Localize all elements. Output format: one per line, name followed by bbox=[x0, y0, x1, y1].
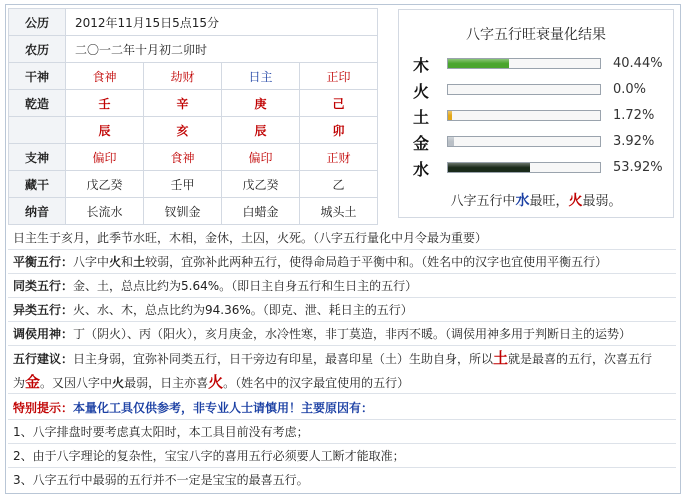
label-qianshen: 干神 bbox=[9, 63, 66, 90]
tip-label: 特别提示： bbox=[13, 401, 74, 415]
tip-item-3: 3、八字五行中最弱的五行并不一定是宝宝的最喜五行。 bbox=[13, 473, 309, 487]
line-label: 五行建议： bbox=[13, 352, 74, 366]
element-label: 金 bbox=[413, 134, 430, 153]
line-label: 平衡五行： bbox=[13, 255, 74, 269]
analysis-intro: 日主生于亥月，此季节水旺，木相，金休，土囚，火死。（八字五行量化中月令最为重要） bbox=[8, 227, 676, 250]
progress-bar bbox=[447, 110, 601, 121]
label-nayin: 纳音 bbox=[9, 198, 66, 225]
row-nayin bbox=[9, 198, 378, 225]
element-label: 土 bbox=[413, 108, 430, 127]
line-text: 火、水、木，总点比约为94.36%。（即克、泄、耗日主的五行） bbox=[73, 303, 413, 317]
canggan-day: 戊乙癸 bbox=[222, 171, 300, 198]
summary-weakest: 火 bbox=[568, 193, 583, 209]
tip-text: 本量化工具仅供参考，非专业人士请慎用！主要原因有： bbox=[73, 401, 374, 415]
gan-day: 庚 bbox=[222, 90, 300, 117]
line-text: 最弱，日主亦喜 bbox=[124, 376, 209, 390]
row-qianshen bbox=[9, 63, 378, 90]
label-qianzao: 乾造 bbox=[9, 90, 66, 117]
progress-fill bbox=[448, 111, 452, 120]
zhishen-year: 偏印 bbox=[66, 144, 144, 171]
label-empty bbox=[9, 117, 66, 144]
analysis-suggest bbox=[8, 347, 676, 370]
line-text: 。又因八字中 bbox=[40, 376, 113, 390]
line-text: 较弱，宜弥补此两种五行，使得命局趋于平衡中和。（姓名中的汉字也宜使用平衡五行） bbox=[145, 255, 608, 269]
progress-fill bbox=[448, 163, 530, 172]
element-label: 火 bbox=[413, 82, 430, 101]
highlight-element: 土 bbox=[133, 255, 146, 269]
value-gongli: 2012年11月15日5点15分 bbox=[66, 9, 378, 36]
row-gongli bbox=[9, 9, 378, 36]
analysis-suggest-cont bbox=[8, 371, 676, 394]
zhishen-day: 偏印 bbox=[222, 144, 300, 171]
line-text: 丁（阴火）、丙（阳火），亥月庚金，水冷性寒，非丁莫造，非丙不暖。（调侯用神多用于判断日主的运势） bbox=[73, 327, 632, 341]
summary-strongest: 水 bbox=[515, 193, 530, 209]
nayin-year: 长流水 bbox=[66, 198, 144, 225]
progress-bar bbox=[447, 84, 601, 95]
summary-text: 八字五行中 bbox=[450, 194, 516, 209]
element-label: 木 bbox=[413, 56, 430, 75]
zhi-year: 辰 bbox=[66, 117, 144, 144]
zhi-day: 辰 bbox=[222, 117, 300, 144]
qianshen-day: 日主 bbox=[222, 63, 300, 90]
percent-value: 0.0% bbox=[613, 82, 647, 97]
percent-value: 53.92% bbox=[613, 160, 663, 175]
line-label: 调侯用神： bbox=[13, 327, 74, 341]
line-text: 。（姓名中的汉字最宜使用的五行） bbox=[223, 376, 410, 390]
gan-hour: 己 bbox=[300, 90, 378, 117]
canggan-year: 戊乙癸 bbox=[66, 171, 144, 198]
nayin-hour: 城头土 bbox=[300, 198, 378, 225]
element-label: 水 bbox=[413, 160, 430, 179]
summary-text: 最弱。 bbox=[582, 194, 622, 209]
zhi-hour: 卯 bbox=[300, 117, 378, 144]
analysis-diff bbox=[8, 299, 676, 322]
row-qianzao-zhi bbox=[9, 117, 378, 144]
canggan-hour: 乙 bbox=[300, 171, 378, 198]
gan-year: 壬 bbox=[66, 90, 144, 117]
line-text: 金、土，总点比约为5.64%。（即日主自身五行和生日主的五行） bbox=[73, 279, 418, 293]
special-tip bbox=[8, 397, 676, 420]
line-text: 和 bbox=[121, 255, 134, 269]
wuxing-panel bbox=[398, 9, 674, 218]
row-qianzao-gan bbox=[9, 90, 378, 117]
gan-month: 辛 bbox=[144, 90, 222, 117]
highlight-element: 土 bbox=[493, 349, 509, 367]
wuxing-title: 八字五行旺衰量化结果 bbox=[466, 27, 606, 43]
zhi-month: 亥 bbox=[144, 117, 222, 144]
line-label: 异类五行： bbox=[13, 303, 74, 317]
highlight-element: 火 bbox=[109, 255, 122, 269]
qianshen-month: 劫财 bbox=[144, 63, 222, 90]
line-label: 同类五行： bbox=[13, 279, 74, 293]
progress-bar bbox=[447, 58, 601, 69]
value-nongli: 二〇一二年十月初二卯时 bbox=[66, 36, 378, 63]
summary-text: 最旺， bbox=[529, 194, 569, 209]
row-canggan bbox=[9, 171, 378, 198]
nayin-month: 钗钏金 bbox=[144, 198, 222, 225]
label-zhishen: 支神 bbox=[9, 144, 66, 171]
progress-fill bbox=[448, 59, 509, 68]
line-text: 就是最喜的五行，次喜五行 bbox=[508, 352, 653, 366]
qianshen-year: 食神 bbox=[66, 63, 144, 90]
analysis-tiaohou bbox=[8, 323, 676, 346]
zhishen-hour: 正财 bbox=[300, 144, 378, 171]
zhishen-month: 食神 bbox=[144, 144, 222, 171]
wuxing-summary bbox=[399, 190, 673, 210]
line-text: 日主身弱，宜弥补同类五行，日干旁边有印星，最喜印星（土）生助自身，所以 bbox=[73, 352, 494, 366]
row-zhishen bbox=[9, 144, 378, 171]
progress-bar bbox=[447, 162, 601, 173]
tip-item-1: 1、八字排盘时要考虑真太阳时，本工具目前没有考虑； bbox=[8, 421, 676, 444]
percent-value: 3.92% bbox=[613, 134, 655, 149]
progress-fill bbox=[448, 137, 454, 146]
label-gongli: 公历 bbox=[9, 9, 66, 36]
nayin-day: 白蜡金 bbox=[222, 198, 300, 225]
percent-value: 40.44% bbox=[613, 56, 663, 71]
progress-bar bbox=[447, 136, 601, 147]
highlight-element: 火 bbox=[208, 373, 224, 391]
line-text: 为 bbox=[13, 376, 26, 390]
tip-item-2: 2、由于八字理论的复杂性，宝宝八字的喜用五行必须要人工断才能取准； bbox=[8, 445, 676, 468]
label-canggan: 藏干 bbox=[9, 171, 66, 198]
analysis-same bbox=[8, 275, 676, 298]
analysis-balance bbox=[8, 251, 676, 274]
canggan-month: 壬甲 bbox=[144, 171, 222, 198]
label-nongli: 农历 bbox=[9, 36, 66, 63]
percent-value: 1.72% bbox=[613, 108, 655, 123]
highlight-element: 火 bbox=[112, 376, 125, 390]
row-nongli bbox=[9, 36, 378, 63]
bazi-table bbox=[8, 8, 378, 225]
highlight-element: 金 bbox=[25, 373, 41, 391]
line-text: 八字中 bbox=[73, 255, 110, 269]
qianshen-hour: 正印 bbox=[300, 63, 378, 90]
